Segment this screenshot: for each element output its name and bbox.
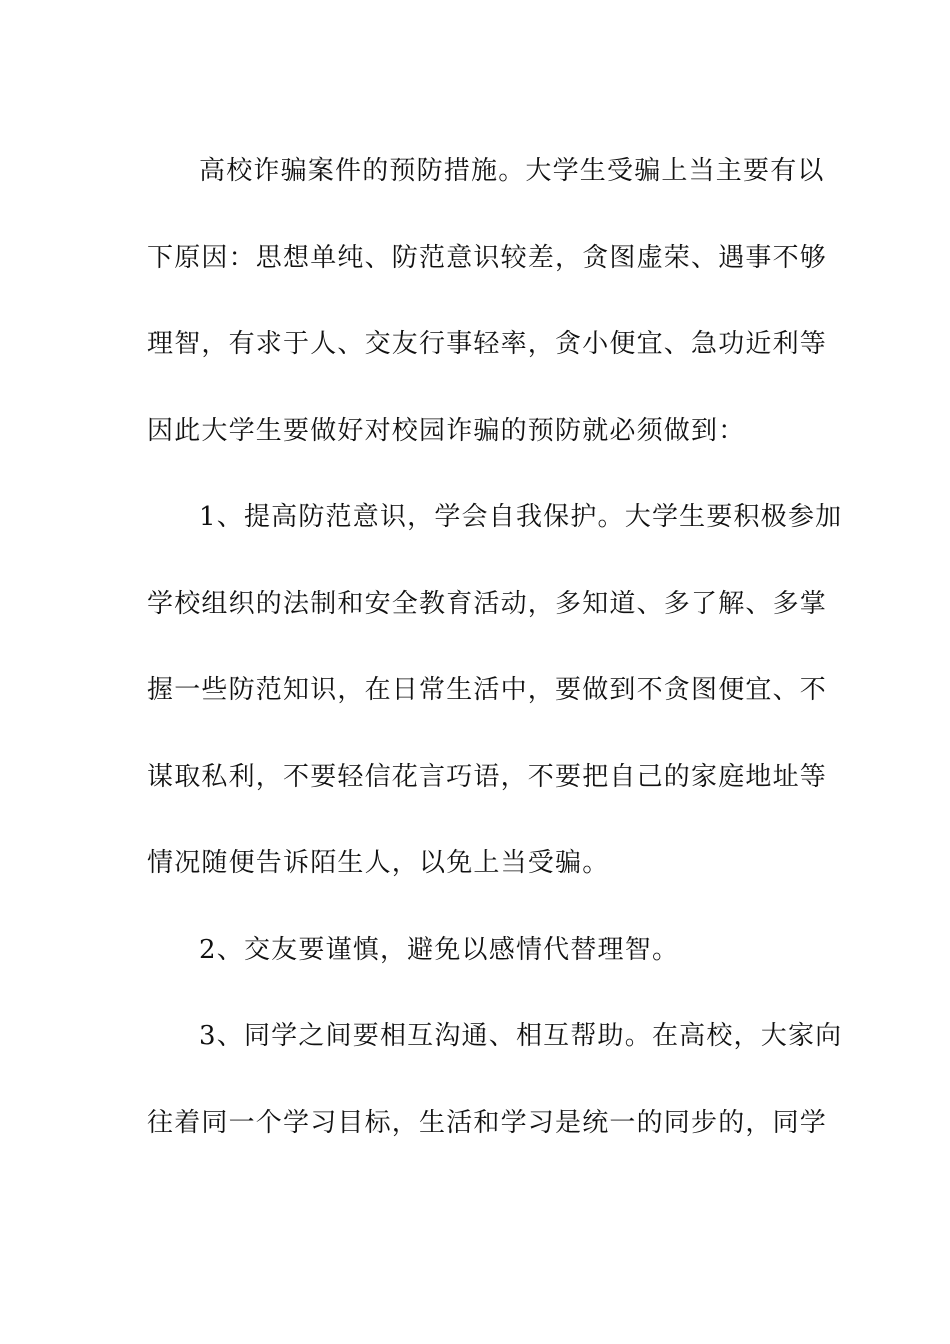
paragraph-line: 学校组织的法制和安全教育活动，多知道、多了解、多掌 — [147, 588, 828, 619]
document-body — [147, 128, 843, 1166]
paragraph-line: 2、交友要谨慎，避免以感情代替理智。 — [199, 934, 680, 965]
paragraph-line: 因此大学生要做好对校园诈骗的预防就必须做到： — [147, 415, 746, 446]
paragraph-line: 下原因：思想单纯、防范意识较差，贪图虚荣、遇事不够 — [147, 242, 828, 273]
paragraph-line: 情况随便告诉陌生人，以免上当受骗。 — [147, 848, 610, 878]
paragraph-line: 理智，有求于人、交友行事轻率，贪小便宜、急功近利等 — [147, 329, 828, 359]
paragraph-line: 1、提高防范意识，学会自我保护。大学生要积极参加 — [199, 502, 843, 532]
paragraph-line: 3、同学之间要相互沟通、相互帮助。在高校，大家向 — [199, 1021, 843, 1051]
paragraph-line: 谋取私利，不要轻信花言巧语，不要把自己的家庭地址等 — [147, 761, 828, 792]
paragraph-line: 高校诈骗案件的预防措施。大学生受骗上当主要有以 — [199, 156, 825, 186]
paragraph-line: 往着同一个学习目标，生活和学习是统一的同步的，同学 — [147, 1107, 828, 1138]
paragraph-line: 握一些防范知识，在日常生活中，要做到不贪图便宜、不 — [147, 675, 828, 705]
